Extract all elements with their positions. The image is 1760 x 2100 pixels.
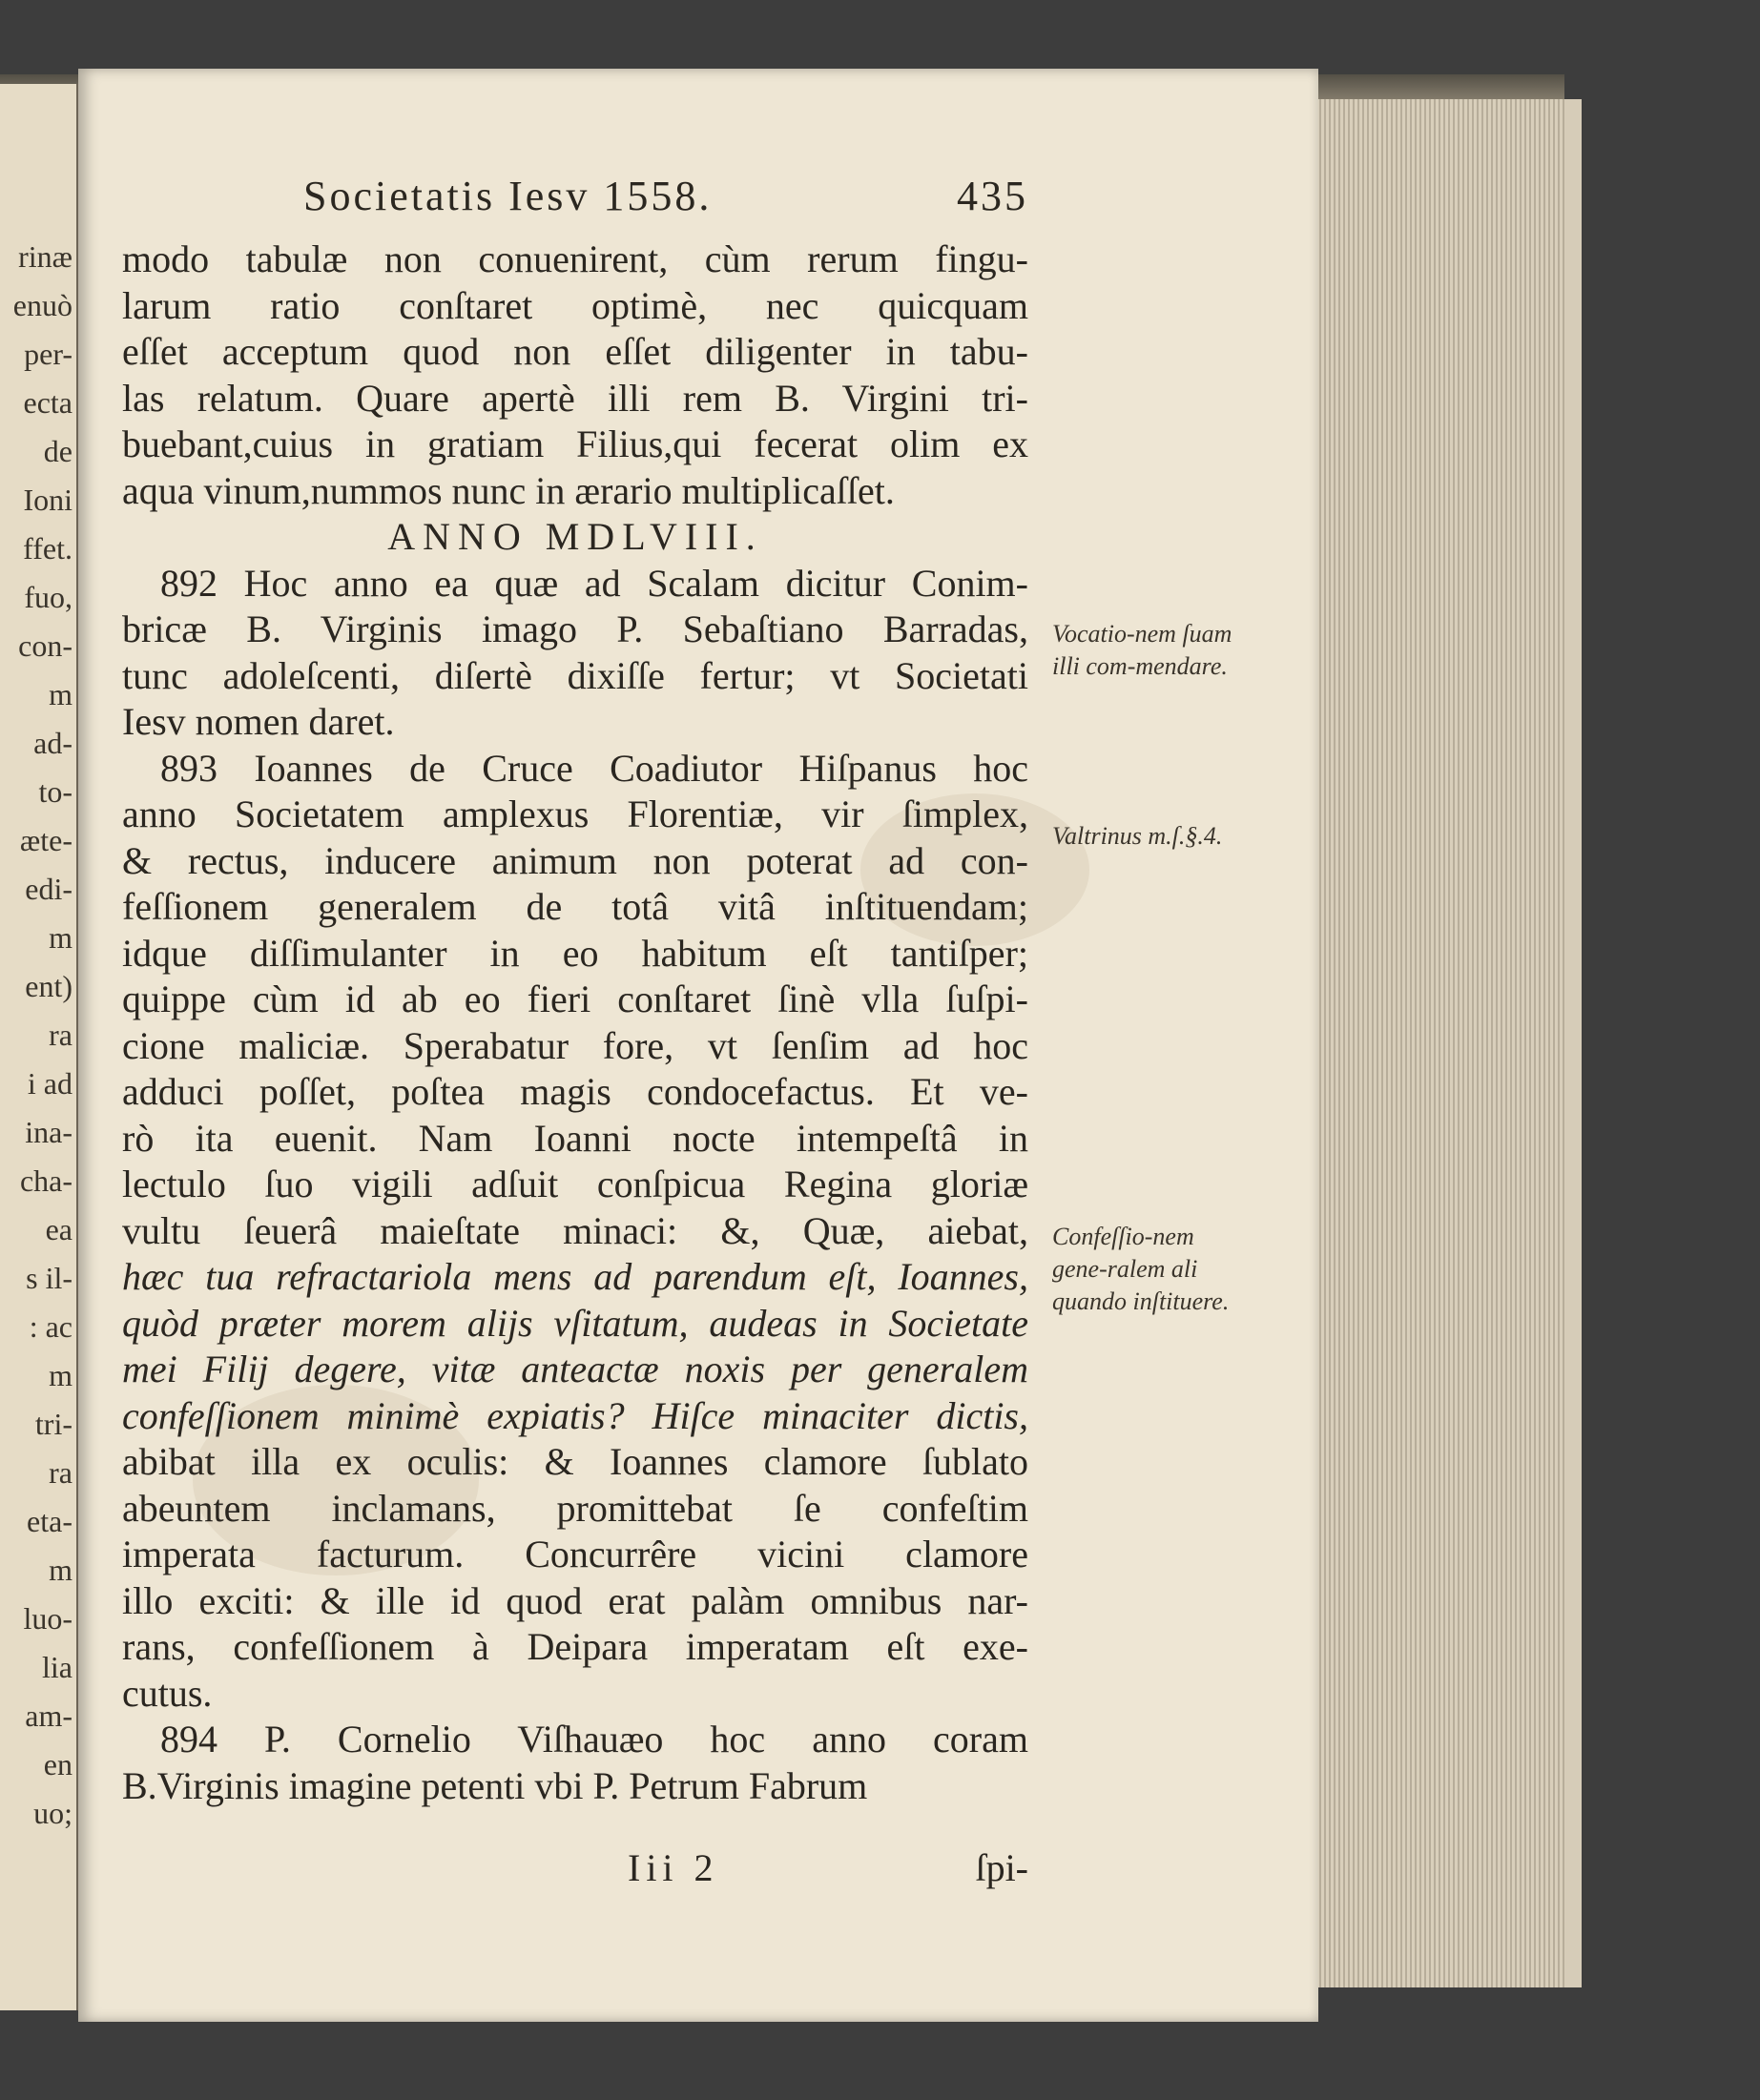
text-line: 893 Ioannes de Cruce Coadiutor Hiſpanus hoc [160,746,1028,790]
left-page-text: per- [24,337,72,371]
page-number: 435 [957,173,1028,219]
left-page-text: en [43,1747,72,1781]
text-line: mei Filij degere, vitæ anteactæ noxis per generalem [122,1348,1028,1390]
left-page-text: edi- [25,872,72,906]
left-page-text: de [43,434,72,468]
section-heading: ANNO MDLVIII. [387,515,763,558]
left-page-text: fuo, [24,580,72,614]
left-page-text: m [49,677,72,711]
text-line: buebant,cuius in gratiam Filius,qui fecerat olim ex [122,422,1028,465]
left-page-text: Ioni [23,483,72,517]
left-page-text: tri- [34,1407,72,1441]
text-line: abeuntem inclamans, promittebat ſe confeſtim [122,1486,1028,1530]
text-line: tunc adoleſcenti, diſertè dixiſſe fertur; vt Societati [122,653,1028,697]
text-line: rans, confeſſionem à Deipara imperatam eſt exe- [122,1625,1028,1668]
text-line: rò ita euenit. Nam Ioanni nocte intempeſtâ in [122,1116,1028,1160]
left-page-text: : ac [29,1309,72,1344]
running-title: Societatis Iesv 1558. [303,173,713,219]
running-head [303,172,1028,229]
text-line: lectulo ſuo vigili adſuit conſpicua Regina gloriæ [122,1163,1028,1205]
left-page-text: m [49,1553,72,1587]
text-line: feſſionem generalem de totâ vitâ inſtituendam; [122,885,1028,928]
text-line: confeſſionem minimè expiatis? Hiſce minaciter dictis, [122,1393,1028,1437]
text-line: eſſet acceptum quod non eſſet diligenter in tabu- [122,330,1028,373]
left-page-text: ra [49,1018,72,1052]
margin-note-source: Valtrinus m.ſ.§.4. [1052,822,1223,850]
text-line: hæc tua refractariola mens ad parendum eſt, Ioannes, [122,1255,1028,1298]
left-page-text: ecta [23,385,72,420]
left-page-text: con- [18,628,72,663]
left-page-fragment [0,84,79,2010]
left-page-text: m [49,1358,72,1392]
left-page-text: uo; [33,1796,72,1830]
text-line: illo exciti: & ille id quod erat palàm omnibus nar- [122,1578,1028,1622]
text-line: aqua vinum,nummos nunc in ærario multiplicaſſet. [122,468,895,512]
left-page-text: ea [45,1212,72,1246]
text-line: 892 Hoc anno ea quæ ad Scalam dicitur Conim- [160,561,1028,605]
left-page-text: ra [49,1455,72,1490]
left-page-text: am- [25,1699,72,1733]
left-page-text: eta- [27,1504,72,1538]
left-page-text: ffet. [23,531,72,566]
left-page-text: ina- [25,1115,72,1149]
left-page-text: i ad [27,1066,72,1101]
text-line: modo tabulæ non conuenirent, cùm rerum fingu- [122,237,1028,280]
left-page-text: s il- [26,1261,72,1295]
left-page-text: m [49,920,72,955]
left-page-text: to- [38,774,72,809]
left-page-text: luo- [23,1601,72,1636]
text-line: idque diſſimulanter in eo habitum eſt tantiſper; [122,931,1028,975]
text-line: larum ratio conſtaret optimè, nec quicquam [122,283,1028,327]
text-line: B.Virginis imagine petenti vbi P. Petrum Fabrum [122,1763,868,1807]
left-page-text: ad- [33,726,72,760]
text-line: las relatum. Quare apertè illi rem B. Virgini tri- [122,376,1028,420]
page-edges [1307,99,1582,1987]
left-page-text: ent) [25,969,72,1003]
text-line: adduci poſſet, poſtea magis condocefactus. Et ve- [122,1070,1028,1113]
left-page-text: æte- [19,823,72,857]
text-line: anno Societatem amplexus Florentiæ, vir ſimplex, [122,793,1028,835]
left-page-text: enuò [12,288,72,322]
left-page-text: cha- [19,1163,72,1198]
text-line: 894 P. Cornelio Viſhauæo hoc anno coram [160,1718,1028,1760]
text-line: quippe cùm id ab eo fieri conſtaret ſinè vlla ſuſpi- [122,978,1028,1020]
left-page-text: rinæ [18,239,72,274]
text-line: vultu ſeuerâ maieſtate minaci: &, Quæ, aiebat, [122,1208,1028,1252]
text-line: cutus. [122,1671,213,1715]
left-page-text: lia [42,1650,72,1684]
margin-note-confession: Confeſſio-nem gene-ralem ali quando inſtituere. [1052,1223,1230,1315]
text-line: imperata facturum. Concurrêre vicini clamore [122,1533,1028,1575]
text-line: & rectus, inducere animum non poterat ad con- [122,838,1028,882]
margin-note-vocation: Vocatio-nem ſuam illi com-mendare. [1052,620,1232,680]
text-line: quòd præter morem alijs vſitatum, audeas in Societate [122,1301,1028,1345]
signature-mark: Iii 2 [628,1846,719,1889]
text-line: Iesv nomen daret. [122,700,395,743]
text-line: abibat illa ex oculis: & Ioannes clamore ſublato [122,1440,1028,1483]
catchword: ſpi- [975,1846,1028,1889]
text-line: cione maliciæ. Sperabatur fore, vt ſenſim ad hoc [122,1023,1028,1067]
page-footer [122,1844,1028,1892]
text-line: bricæ B. Virginis imago P. Sebaſtiano Barradas, [122,607,1028,650]
